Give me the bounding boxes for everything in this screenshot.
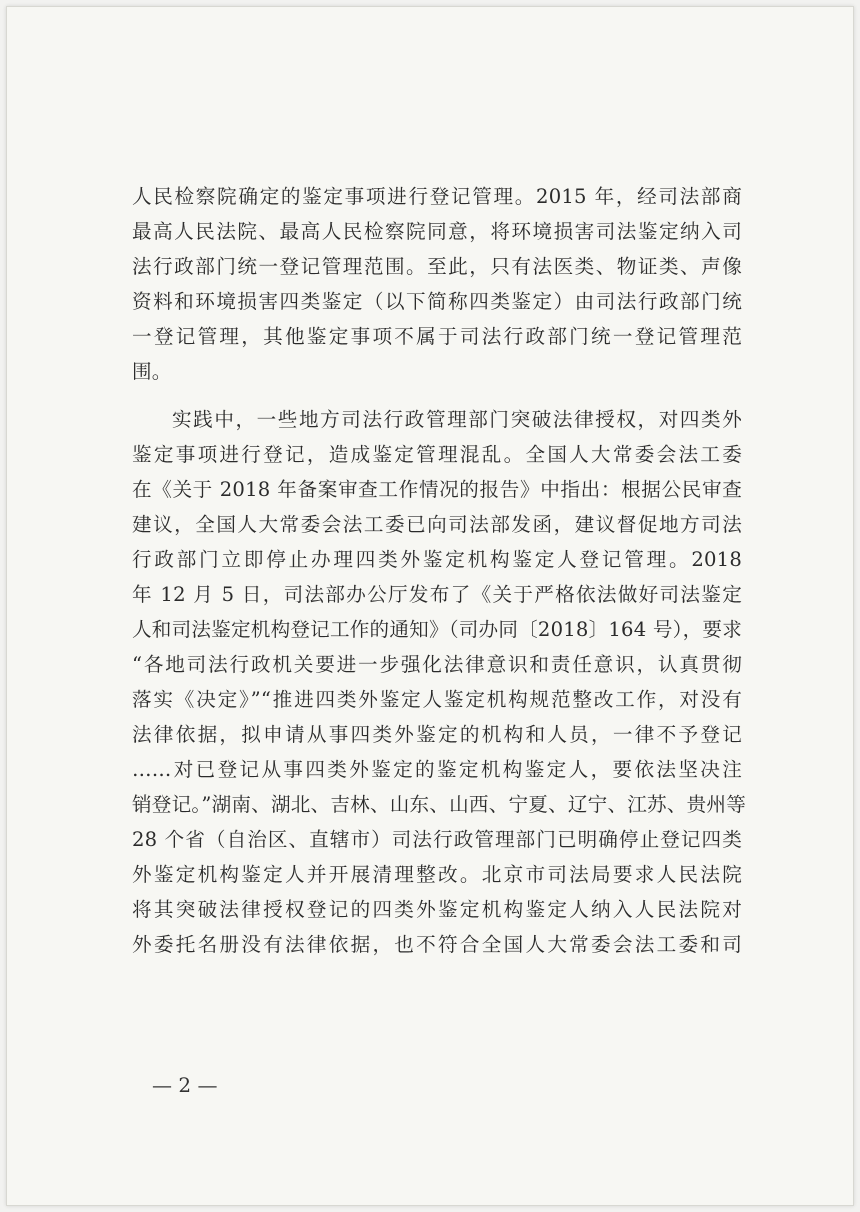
text-line: 一登记管理，其他鉴定事项不属于司法行政部门统一登记管理范 (132, 325, 742, 348)
text-line: 28 个省（自治区、直辖市）司法行政管理部门已明确停止登记四类 (132, 828, 742, 851)
text-line: 建议，全国人大常委会法工委已向司法部发函，建议督促地方司法 (132, 513, 742, 536)
text-line: 行政部门立即停止办理四类外鉴定机构鉴定人登记管理。2018 (132, 548, 742, 571)
text-line: “各地司法行政机关要进一步强化法律意识和责任意识，认真贯彻 (132, 653, 742, 676)
text-line: 实践中，一些地方司法行政管理部门突破法律授权，对四类外 (172, 408, 742, 431)
document-page (6, 6, 854, 1206)
text-line: 法律依据，拟申请从事四类外鉴定的机构和人员，一律不予登记 (132, 723, 742, 746)
text-line: 人民检察院确定的鉴定事项进行登记管理。2015 年，经司法部商 (132, 185, 742, 208)
text-line: 年 12 月 5 日，司法部办公厅发布了《关于严格依法做好司法鉴定 (132, 583, 742, 606)
paragraph-spacer (132, 389, 742, 402)
text-line: 外鉴定机构鉴定人并开展清理整改。北京市司法局要求人民法院 (132, 863, 742, 886)
text-line: 围。 (132, 360, 172, 383)
text-line: 将其突破法律授权登记的四类外鉴定机构鉴定人纳入人民法院对 (132, 898, 742, 921)
page-number: — 2 — (152, 1073, 218, 1097)
text-line: 销登记。”湖南、湖北、吉林、山东、山西、宁夏、辽宁、江苏、贵州等 (132, 793, 747, 816)
text-line: 最高人民法院、最高人民检察院同意，将环境损害司法鉴定纳入司 (132, 220, 742, 243)
text-line: 落实《决定》”“推进四类外鉴定人鉴定机构规范整改工作，对没有 (132, 688, 742, 711)
text-line: ……对已登记从事四类外鉴定的鉴定机构鉴定人，要依法坚决注 (132, 758, 742, 781)
document-body (132, 179, 747, 962)
text-line: 在《关于 2018 年备案审查工作情况的报告》中指出：根据公民审查 (132, 478, 742, 501)
text-line: 外委托名册没有法律依据，也不符合全国人大常委会法工委和司 (132, 933, 742, 956)
paragraph-2 (132, 402, 747, 962)
text-line: 人和司法鉴定机构登记工作的通知》（司办同〔2018〕164 号），要求 (132, 618, 742, 641)
text-line: 鉴定事项进行登记，造成鉴定管理混乱。全国人大常委会法工委 (132, 443, 742, 466)
paragraph-1 (132, 179, 742, 389)
text-line: 法行政部门统一登记管理范围。至此，只有法医类、物证类、声像 (132, 255, 742, 278)
text-line: 资料和环境损害四类鉴定（以下简称四类鉴定）由司法行政部门统 (132, 290, 742, 313)
